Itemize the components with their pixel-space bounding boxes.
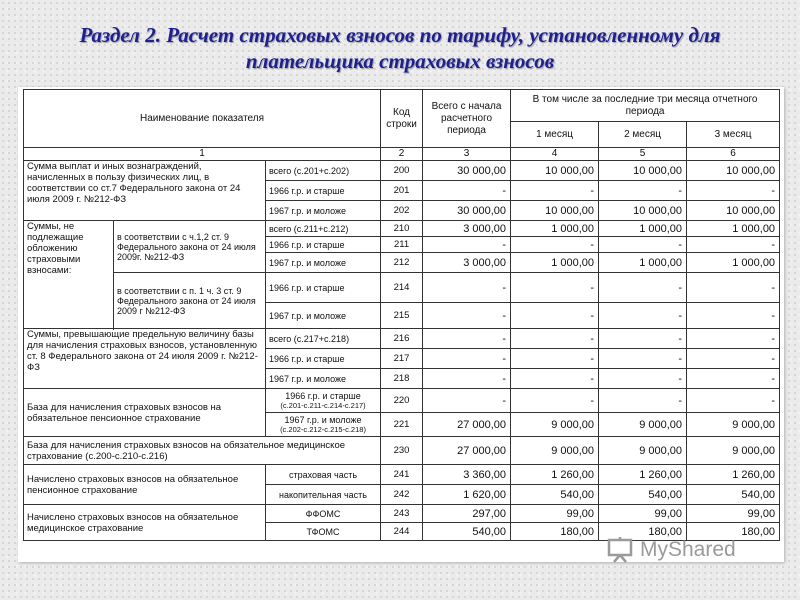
label-base-medical: База для начисления страховых взносов на обязательное медицинское страхование (с.200-с.210-с.216) [24,437,381,465]
month1-cell: - [511,181,599,201]
month2-cell: - [599,329,687,349]
month2-cell: - [599,237,687,253]
sub-older: 1966 г.р. и старше [266,349,381,369]
sub-younger: 1967 г.р. и моложе [266,201,381,221]
table-row [24,437,780,465]
header-row [24,90,780,106]
month3-cell: 9 000,00 [687,437,780,465]
header-month-1: 1 месяц [511,122,599,148]
code-cell: 202 [381,201,423,221]
total-cell: 30 000,00 [423,161,511,181]
sub-older: 1966 г.р. и старше [266,181,381,201]
label-art9-p1: в соответствии с п. 1 ч. 3 ст. 9 Федерального закона от 24 июля 2009 г №212-ФЗ [114,273,266,329]
month2-cell: - [599,181,687,201]
code-cell: 200 [381,161,423,181]
month1-cell: 9 000,00 [511,413,599,437]
label-accrued-pension: Начислено страховых взносов на обязательное пенсионное страхование [24,465,266,505]
month3-cell: - [687,349,780,369]
sub-total-210: всего (с.211+с.212) [266,221,381,237]
sub-total-216: всего (с.217+с.218) [266,329,381,349]
header-indicator: Наименование показателя [24,90,381,148]
total-cell: - [423,237,511,253]
code-cell: 243 [381,505,423,523]
colnum-6: 6 [687,148,780,161]
total-cell: - [423,389,511,413]
code-cell: 214 [381,273,423,303]
watermark-text: MyShared [640,538,736,561]
code-cell: 211 [381,237,423,253]
sub-funded: накопительная часть [266,485,381,505]
total-cell: 27 000,00 [423,437,511,465]
code-cell: 244 [381,523,423,541]
month1-cell: 99,00 [511,505,599,523]
month1-cell: 180,00 [511,523,599,541]
total-cell: - [423,369,511,389]
table-row [24,161,780,181]
sub-ffoms: ФФОМС [266,505,381,523]
total-cell: 3 000,00 [423,221,511,237]
month1-cell: 1 260,00 [511,465,599,485]
month2-cell: 10 000,00 [599,201,687,221]
total-cell: 3 000,00 [423,253,511,273]
sub-older: 1966 г.р. и старше [266,273,381,303]
code-cell: 201 [381,181,423,201]
code-cell: 241 [381,465,423,485]
header-month-3: 3 месяц [687,122,780,148]
header-code: Код строки [381,90,423,148]
total-cell: - [423,273,511,303]
month3-cell: 1 260,00 [687,465,780,485]
colnum-5: 5 [599,148,687,161]
month3-cell: - [687,181,780,201]
code-cell: 210 [381,221,423,237]
month2-cell: - [599,273,687,303]
label-base-pension: База для начисления страховых взносов на обязательное пенсионное страхование [24,389,266,437]
sub-older-220 [266,389,381,413]
month3-cell: - [687,369,780,389]
total-cell: 1 620,00 [423,485,511,505]
month2-cell: 99,00 [599,505,687,523]
month1-cell: - [511,349,599,369]
total-cell: - [423,181,511,201]
month3-cell: 10 000,00 [687,201,780,221]
month2-cell: - [599,303,687,329]
month1-cell: 1 000,00 [511,253,599,273]
total-cell: 540,00 [423,523,511,541]
month3-cell: 99,00 [687,505,780,523]
month2-cell: 180,00 [599,523,687,541]
month2-cell: 540,00 [599,485,687,505]
sub-total-200: всего (с.201+с.202) [266,161,381,181]
month3-cell: - [687,329,780,349]
month1-cell: - [511,389,599,413]
month3-cell: - [687,389,780,413]
colnum-2: 2 [381,148,423,161]
month1-cell: 1 000,00 [511,221,599,237]
watermark [606,536,736,564]
month2-cell: 1 000,00 [599,253,687,273]
month1-cell: - [511,237,599,253]
code-cell: 212 [381,253,423,273]
code-cell: 217 [381,349,423,369]
total-cell: 27 000,00 [423,413,511,437]
label-payments: Сумма выплат и иных вознаграждений, начисленных в пользу физических лиц, в соответствии со ст.7 Федерального закона от 24 июля 2009 г. №212-ФЗ [24,161,266,221]
section-title-line2: плательщика страховых взносов [245,49,555,73]
colnum-1: 1 [24,148,381,161]
header-month-2: 2 месяц [599,122,687,148]
table-row [24,505,780,523]
total-cell: 297,00 [423,505,511,523]
table-row [24,329,780,349]
month3-cell: - [687,237,780,253]
sub-younger: 1967 г.р. и моложе [266,253,381,273]
section-title [10,22,790,74]
month1-cell: - [511,329,599,349]
month1-cell: - [511,369,599,389]
month1-cell: 10 000,00 [511,201,599,221]
month2-cell: - [599,349,687,369]
contributions-table [23,89,780,541]
table-row [24,273,780,303]
sub-tfoms: ТФОМС [266,523,381,541]
month3-cell: - [687,273,780,303]
month1-cell: 540,00 [511,485,599,505]
label-accrued-medical: Начислено страховых взносов на обязательное медицинское страхование [24,505,266,541]
form-sheet [18,87,784,562]
month3-cell: 9 000,00 [687,413,780,437]
month3-cell: - [687,303,780,329]
month2-cell: 1 000,00 [599,221,687,237]
sub-younger: 1967 г.р. и моложе [266,303,381,329]
total-cell: - [423,349,511,369]
table-row [24,221,780,237]
sub-younger-221-formula: (с.202-с.212-с.215-с.218) [280,424,366,434]
month3-cell: 10 000,00 [687,161,780,181]
code-cell: 242 [381,485,423,505]
label-not-subject: Суммы, не подлежащие обложению страховыми взносами: [24,221,114,329]
total-cell: - [423,303,511,329]
header-total: Всего с начала расчетного периода [423,90,511,148]
code-cell: 230 [381,437,423,465]
sub-older: 1966 г.р. и старше [266,237,381,253]
column-numbers-row [24,148,780,161]
month1-cell: - [511,273,599,303]
sub-older-220-formula: (с.201-с.211-с.214-с.217) [280,400,366,410]
total-cell: - [423,329,511,349]
sub-younger: 1967 г.р. и моложе [266,369,381,389]
header-last-three-months: В том числе за последние три месяца отчетного периода [511,90,780,122]
code-cell: 220 [381,389,423,413]
month3-cell: 1 000,00 [687,221,780,237]
month1-cell: - [511,303,599,329]
table-row [24,389,780,413]
sub-older-220-label: 1966 г.р. и старше [285,390,361,401]
presentation-board-icon [606,536,634,564]
month1-cell: 10 000,00 [511,161,599,181]
month1-cell: 9 000,00 [511,437,599,465]
code-cell: 221 [381,413,423,437]
sub-insurance: страховая часть [266,465,381,485]
label-exceeding: Суммы, превышающие предельную величину базы для начисления страховых взносов, установленную ст. 8 Федерального закона от 24 июля 2009 г. №212-ФЗ [24,329,266,389]
month2-cell: - [599,389,687,413]
month2-cell: 9 000,00 [599,413,687,437]
sub-younger-221 [266,413,381,437]
table-row [24,465,780,485]
month2-cell: 1 260,00 [599,465,687,485]
month2-cell: - [599,369,687,389]
code-cell: 215 [381,303,423,329]
month3-cell: 540,00 [687,485,780,505]
total-cell: 30 000,00 [423,201,511,221]
section-title-line1: Раздел 2. Расчет страховых взносов по тарифу, установленному для [79,23,721,47]
total-cell: 3 360,00 [423,465,511,485]
month2-cell: 10 000,00 [599,161,687,181]
colnum-3: 3 [423,148,511,161]
month2-cell: 9 000,00 [599,437,687,465]
colnum-4: 4 [511,148,599,161]
code-cell: 218 [381,369,423,389]
code-cell: 216 [381,329,423,349]
month3-cell: 180,00 [687,523,780,541]
sub-younger-221-label: 1967 г.р. и моложе [284,414,362,425]
label-art9-p12: в соответствии с ч.1,2 ст. 9 Федерального закона от 24 июля 2009г. №212-ФЗ [114,221,266,273]
month3-cell: 1 000,00 [687,253,780,273]
